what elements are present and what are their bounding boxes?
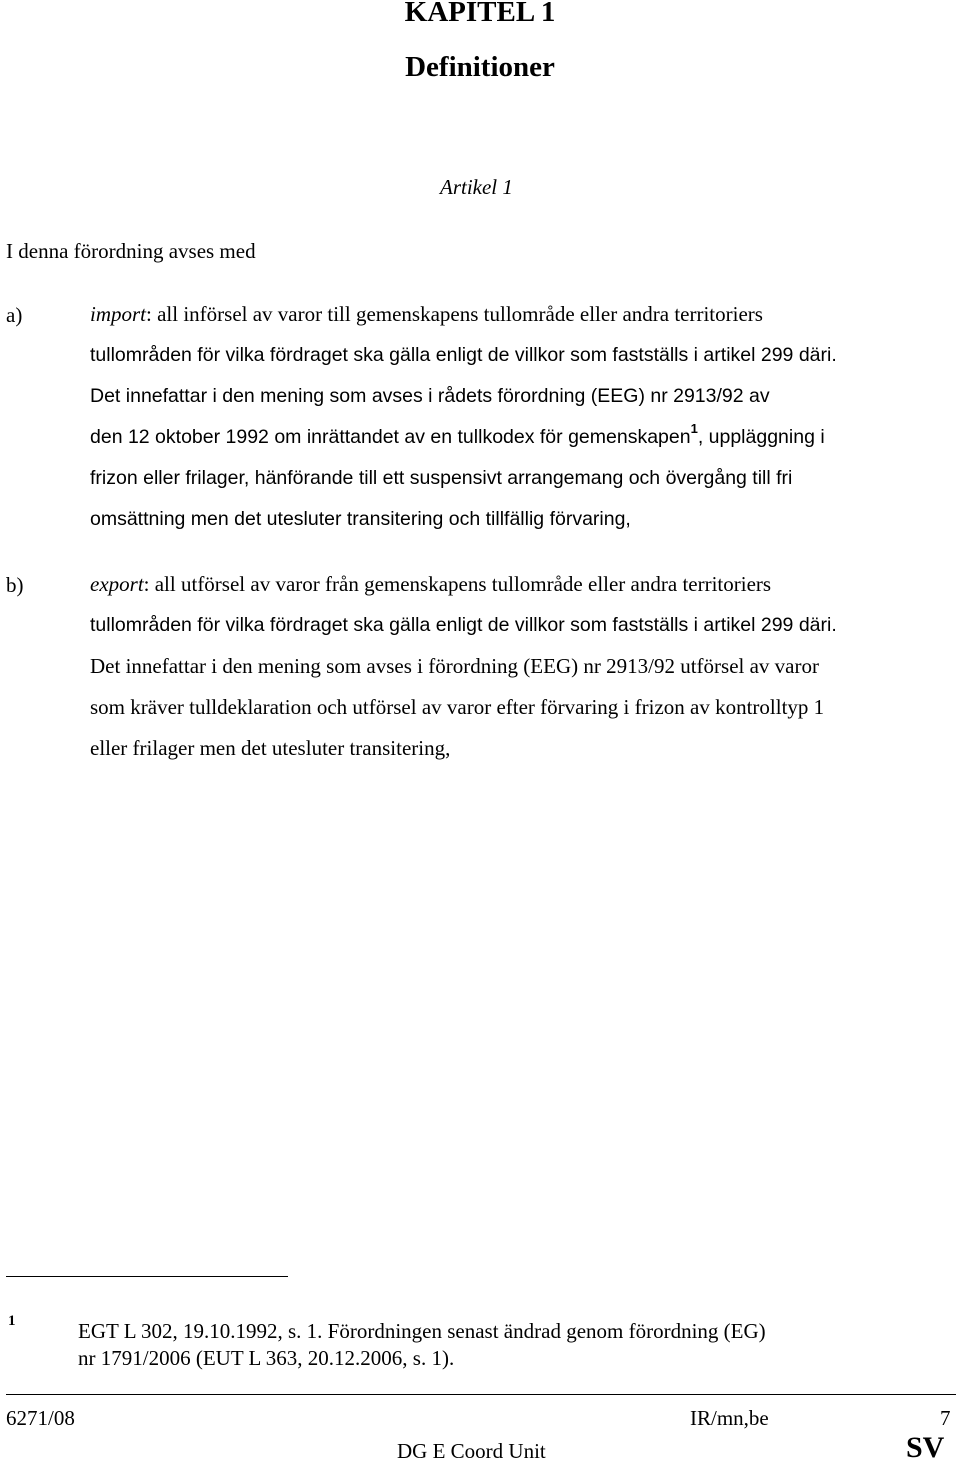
footnote-text: [78, 1318, 766, 1372]
item-b-line-1: export: all utförsel av varor från gemenskapens tullområde eller andra territoriers: [90, 572, 772, 596]
item-b-line-5: eller frilager men det utesluter transitering,: [90, 736, 451, 760]
page-number: 7: [940, 1406, 951, 1430]
language-code: SV: [906, 1431, 945, 1464]
footnote-marker: 1: [8, 1313, 16, 1329]
chapter-title: Definitioner: [405, 51, 555, 83]
item-a-line-4: den 12 oktober 1992 om inrättandet av en tullkodex för gemenskapen$^1$, uppläggning i: [90, 421, 825, 448]
item-a-term: import: [90, 302, 147, 326]
item-a-line-1: import: all införsel av varor till gemenskapens tullområde eller andra territoriers: [90, 302, 763, 326]
item-b-line-2: tullområden för vilka fördraget ska gälla enligt de villkor som fastställs i artikel 299 däri.: [90, 614, 837, 636]
footnote-line-2: nr 1791/2006 (EUT L 363, 20.12.2006, s. 1).: [78, 1346, 455, 1370]
item-b-term: export: [90, 572, 144, 596]
item-a-marker: a): [6, 303, 23, 327]
item-a-text: [90, 294, 956, 540]
footer-doc-ref: 6271/08: [6, 1406, 75, 1430]
footer-separator: [6, 1394, 956, 1395]
article-intro: I denna förordning avses med: [6, 239, 256, 263]
footer-unit: DG E Coord Unit: [397, 1439, 546, 1463]
item-a-line-2: tullområden för vilka fördraget ska gälla enligt de villkor som fastställs i artikel 299 däri.: [90, 344, 837, 366]
item-a-line-6: omsättning men det utesluter transitering och tillfällig förvaring,: [90, 508, 631, 530]
chapter-heading: KAPITEL 1: [404, 0, 556, 28]
item-b-marker: b): [6, 573, 24, 597]
footnote-reference[interactable]: 1: [690, 421, 698, 436]
item-a-line-3: Det innefattar i den mening som avses i rådets förordning (EEG) nr 2913/92 av: [90, 385, 770, 407]
item-a-line-5: frizon eller frilager, hänförande till ett suspensivt arrangemang och övergång till fri: [90, 467, 793, 489]
article-heading: Artikel 1: [440, 175, 513, 199]
footnote-separator: [6, 1276, 288, 1277]
item-b-text: [90, 564, 956, 769]
footer-initials: IR/mn,be: [690, 1406, 769, 1430]
item-b-line-4: som kräver tulldeklaration och utförsel av varor efter förvaring i frizon av kontrolltyp 1: [90, 695, 825, 719]
item-b-line-3: Det innefattar i den mening som avses i förordning (EEG) nr 2913/92 utförsel av varor: [90, 654, 819, 678]
footnote-line-1: EGT L 302, 19.10.1992, s. 1. Förordningen senast ändrad genom förordning (EG): [78, 1319, 766, 1343]
